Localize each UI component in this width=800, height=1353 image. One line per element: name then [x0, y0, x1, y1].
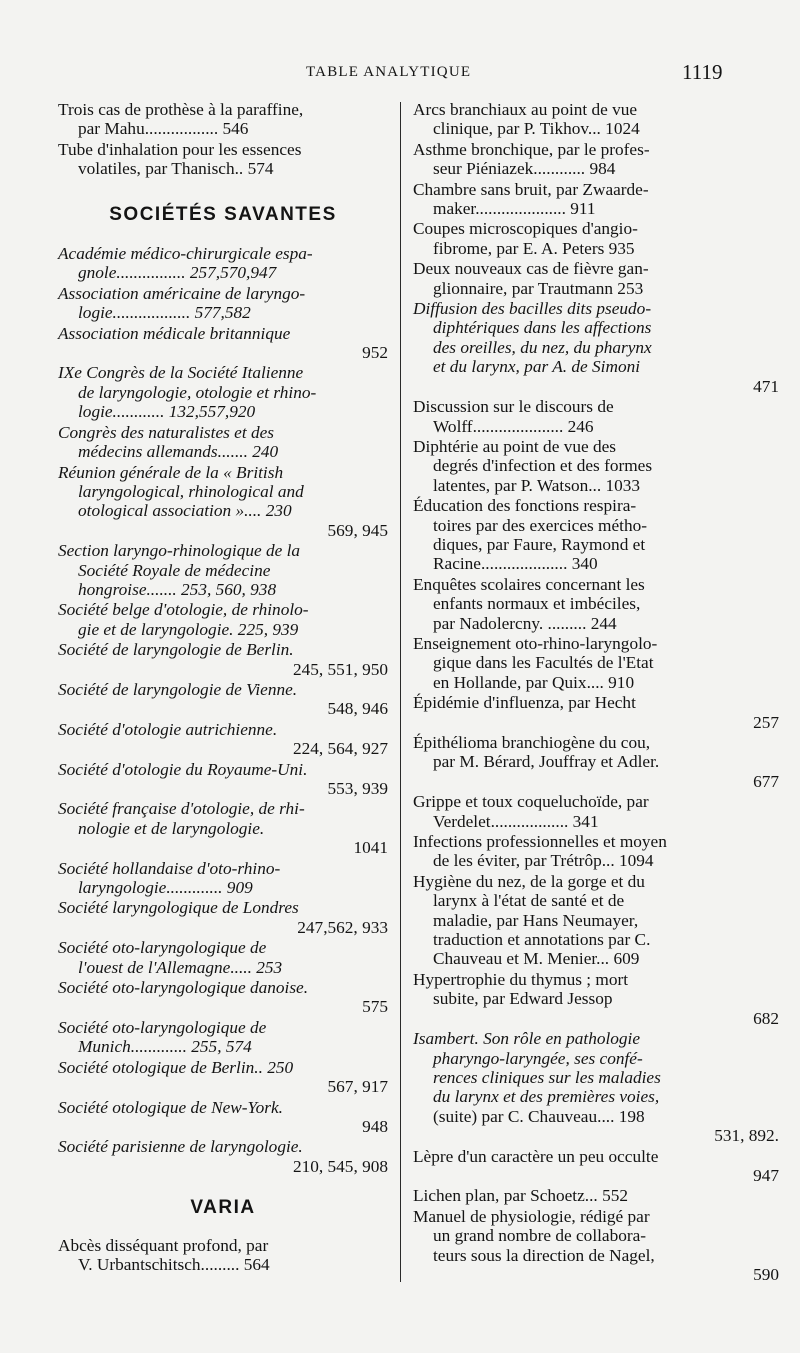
entry-line: nologie et de laryngologie. [78, 818, 265, 838]
entry-line: Société d'otologie autrichienne. [58, 719, 278, 739]
entry-line: par Nadolercny. ......... 244 [433, 613, 617, 633]
index-entry [58, 760, 388, 799]
entry-pages: 1041 [353, 838, 388, 858]
entry-line: Société française d'otologie, de rhi- [58, 799, 305, 819]
entry-line: IXe Congrès de la Société Italienne [58, 363, 304, 383]
entry-line: Société Royale de médecine [78, 560, 271, 580]
entry-line: laryngological, rhinological and [78, 481, 304, 501]
entry-line: diphtériques dans les affections [433, 318, 652, 338]
index-entry [58, 1236, 388, 1275]
entry-pages: 948 [362, 1116, 388, 1136]
entry-line: Deux nouveaux cas de fièvre gan- [413, 259, 649, 279]
index-entry [413, 872, 779, 969]
entry-line: gie et de laryngologie. 225, 939 [78, 619, 299, 639]
column-divider [400, 102, 401, 1282]
entry-line: Hygiène du nez, de la gorge et du [413, 871, 645, 891]
left-top-entries [58, 100, 388, 179]
entry-pages: 210, 545, 908 [292, 1156, 388, 1176]
entry-line: Trois cas de prothèse à la paraffine, [58, 100, 304, 119]
page-number: 1119 [682, 60, 723, 84]
index-entry [413, 397, 779, 436]
index-entry [413, 259, 779, 298]
entry-pages: 947 [753, 1165, 779, 1185]
page-header [0, 60, 800, 90]
index-entry [58, 100, 388, 139]
entry-line: un grand nombre de collabora- [433, 1226, 647, 1246]
entry-line: médecins allemands....... 240 [78, 442, 279, 462]
entry-line: (suite) par C. Chauveau.... 198 [433, 1106, 645, 1126]
index-entry [58, 938, 388, 977]
entry-line: de laryngologie, otologie et rhino- [78, 382, 317, 402]
left-column [58, 100, 388, 1275]
index-entry [58, 541, 388, 599]
entry-line: larynx à l'état de santé et de [433, 891, 625, 911]
entry-line: Réunion générale de la « British [58, 462, 284, 482]
entry-pages: 575 [362, 997, 388, 1017]
index-entry [58, 720, 388, 759]
index-entry [58, 978, 388, 1017]
index-entry [413, 832, 779, 871]
entry-line: Association médicale britannique [58, 323, 291, 343]
entry-line: Société otologique de New-York. [58, 1097, 283, 1117]
entry-line: Tube d'inhalation pour les essences [58, 139, 302, 159]
entry-line: logie............ 132,557,920 [78, 402, 256, 422]
entry-line: Arcs branchiaux au point de vue [413, 100, 638, 119]
entry-line: par M. Bérard, Jouffray et Adler. [433, 752, 660, 772]
index-entry [413, 219, 779, 258]
entry-line: hongroise....... 253, 560, 938 [78, 579, 277, 599]
right-column [413, 100, 779, 1285]
index-entry [58, 640, 388, 679]
entry-line: traduction et annotations par C. [433, 930, 651, 950]
index-entry [58, 1058, 388, 1097]
entry-line: Chambre sans bruit, par Zwaarde- [413, 179, 649, 199]
section-heading-varia: VARIA [190, 1197, 256, 1219]
entry-line: Société otologique de Berlin.. 250 [58, 1057, 294, 1077]
entry-line: Coupes microscopiques d'angio- [413, 219, 638, 239]
entry-line: degrés d'infection et des formes [433, 456, 653, 476]
entry-line: Infections professionnelles et moyen [413, 832, 667, 852]
index-entry [58, 680, 388, 719]
entry-line: du larynx et des premières voies, [433, 1087, 660, 1107]
entry-line: Grippe et toux coqueluchoïde, par [413, 792, 649, 812]
entry-line: Société d'otologie du Royaume-Uni. [58, 759, 308, 779]
entry-line: gnole................ 257,570,947 [78, 263, 277, 283]
entry-line: latentes, par P. Watson... 1033 [433, 475, 641, 495]
index-entry [58, 600, 388, 639]
entry-line: diques, par Faure, Raymond et [433, 534, 646, 554]
entry-pages: 952 [362, 343, 388, 363]
index-entry [413, 1029, 779, 1145]
entry-line: Société oto-laryngologique danoise. [58, 978, 309, 998]
entry-line: laryngologie............. 909 [78, 878, 253, 898]
entry-line: subite, par Edward Jessop [433, 989, 613, 1009]
entry-line: de les éviter, par Trétrôp... 1094 [433, 851, 654, 871]
entry-line: volatiles, par Thanisch.. 574 [78, 159, 274, 179]
entry-line: Discussion sur le discours de [413, 397, 614, 417]
entry-line: clinique, par P. Tikhov... 1024 [433, 119, 640, 139]
entry-line: Hypertrophie du thymus ; mort [413, 969, 629, 989]
running-title: TABLE ANALYTIQUE [306, 64, 472, 80]
entry-line: Société oto-laryngologique de [58, 938, 267, 958]
index-entry [58, 140, 388, 179]
entry-pages: 590 [753, 1264, 779, 1284]
entry-line: V. Urbantschitsch......... 564 [78, 1254, 270, 1274]
index-entry [58, 1137, 388, 1176]
index-entry [413, 1186, 779, 1205]
index-entry [58, 423, 388, 462]
entry-line: Congrès des naturalistes et des [58, 422, 275, 442]
entry-line: Éducation des fonctions respira- [413, 496, 637, 516]
index-entry [58, 799, 388, 857]
varia-entries [58, 1236, 388, 1275]
entry-line: et du larynx, par A. de Simoni [433, 357, 641, 377]
entry-line: Diphtérie au point de vue des [413, 436, 616, 456]
index-entry [58, 1018, 388, 1057]
entry-line: Munich............. 255, 574 [78, 1037, 252, 1057]
index-entry [413, 100, 779, 139]
entry-line: Société belge d'otologie, de rhinolo- [58, 600, 309, 620]
section-heading-societes: SOCIÉTÉS SAVANTES [109, 203, 337, 225]
entry-pages: 548, 946 [327, 699, 388, 719]
entry-line: Société oto-laryngologique de [58, 1017, 267, 1037]
entry-line: par Mahu................. 546 [78, 119, 249, 139]
index-entry [58, 898, 388, 937]
entry-line: Société laryngologique de Londres [58, 898, 299, 918]
index-entry [413, 792, 779, 831]
entry-line: Manuel de physiologie, rédigé par [413, 1206, 650, 1226]
index-entry [58, 244, 388, 283]
entry-line: Société de laryngologie de Vienne. [58, 679, 298, 699]
index-entry [413, 970, 779, 1028]
entry-line: otological association ».... 230 [78, 501, 292, 521]
entry-line: rences cliniques sur les maladies [433, 1067, 661, 1087]
entry-line: fibrome, par E. A. Peters 935 [433, 238, 635, 258]
entry-line: Épithélioma branchiogène du cou, [413, 733, 651, 752]
entry-line: Chauveau et M. Menier... 609 [433, 949, 640, 969]
entry-line: Abcès disséquant profond, par [58, 1235, 269, 1255]
index-entry [413, 437, 779, 495]
entry-line: Société parisienne de laryngologie. [58, 1137, 303, 1157]
entry-line: Société de laryngologie de Berlin. [58, 640, 294, 660]
entry-line: en Hollande, par Quix.... 910 [433, 672, 635, 692]
index-entry [58, 1098, 388, 1137]
entry-pages: 224, 564, 927 [292, 739, 388, 759]
entry-line: l'ouest de l'Allemagne..... 253 [78, 957, 283, 977]
entry-line: pharyngo-laryngée, ses confé- [433, 1048, 643, 1068]
index-entry [413, 1207, 779, 1285]
entry-line: glionnaire, par Trautmann 253 [433, 278, 644, 298]
entry-pages: 569, 945 [327, 520, 388, 540]
entry-line: Lèpre d'un caractère un peu occulte [413, 1146, 659, 1166]
entry-line: Association américaine de laryngo- [58, 283, 306, 303]
entry-pages: 531, 892. [714, 1126, 779, 1146]
index-entry [413, 140, 779, 179]
index-entry [58, 363, 388, 421]
entry-line: maker..................... 911 [433, 199, 596, 219]
entry-line: maladie, par Hans Neumayer, [433, 910, 639, 930]
entry-line: Société hollandaise d'oto-rhino- [58, 858, 281, 878]
entry-line: Lichen plan, par Schoetz... 552 [413, 1186, 628, 1206]
index-entry [58, 284, 388, 323]
entry-line: Académie médico-chirurgicale espa- [58, 244, 313, 264]
entry-line: des oreilles, du nez, du pharynx [433, 337, 652, 357]
entry-pages: 567, 917 [327, 1077, 388, 1097]
index-entry [413, 299, 779, 396]
entry-pages: 247,562, 933 [297, 917, 388, 937]
entry-line: Asthme bronchique, par le profes- [413, 139, 650, 159]
index-entry [58, 859, 388, 898]
index-entry [58, 324, 388, 363]
index-entry [413, 634, 779, 692]
entry-pages: 553, 939 [327, 779, 388, 798]
entry-line: Wolff..................... 246 [433, 416, 594, 436]
entry-pages: 257 [753, 712, 779, 732]
right-entries [413, 100, 779, 1284]
entry-line: Diffusion des bacilles dits pseudo- [413, 299, 652, 319]
index-entry [58, 463, 388, 541]
index-entry [413, 1147, 779, 1186]
entry-pages: 471 [753, 376, 779, 396]
entry-line: Enquêtes scolaires concernant les [413, 574, 645, 594]
entry-pages: 677 [753, 771, 779, 791]
index-entry [413, 180, 779, 219]
entry-line: Verdelet.................. 341 [433, 811, 599, 831]
entry-line: Isambert. Son rôle en pathologie [413, 1029, 641, 1049]
index-entry [413, 693, 779, 732]
entry-line: gique dans les Facultés de l'Etat [433, 653, 654, 673]
index-entry [413, 733, 779, 791]
entry-line: logie.................. 577,582 [78, 303, 251, 323]
entry-pages: 682 [753, 1008, 779, 1028]
societes-entries [58, 244, 388, 1176]
entry-line: teurs sous la direction de Nagel, [433, 1245, 655, 1265]
entry-line: Épidémie d'influenza, par Hecht [413, 693, 636, 713]
index-entry [413, 575, 779, 633]
entry-line: Enseignement oto-rhino-laryngolo- [413, 633, 658, 653]
entry-line: toires par des exercices métho- [433, 515, 647, 535]
index-entry [413, 496, 779, 574]
entry-line: enfants normaux et imbéciles, [433, 594, 641, 614]
entry-line: Section laryngo-rhinologique de la [58, 541, 301, 561]
entry-line: Racine.................... 340 [433, 554, 598, 574]
entry-pages: 245, 551, 950 [292, 659, 388, 679]
entry-line: seur Piéniazek............ 984 [433, 159, 616, 179]
